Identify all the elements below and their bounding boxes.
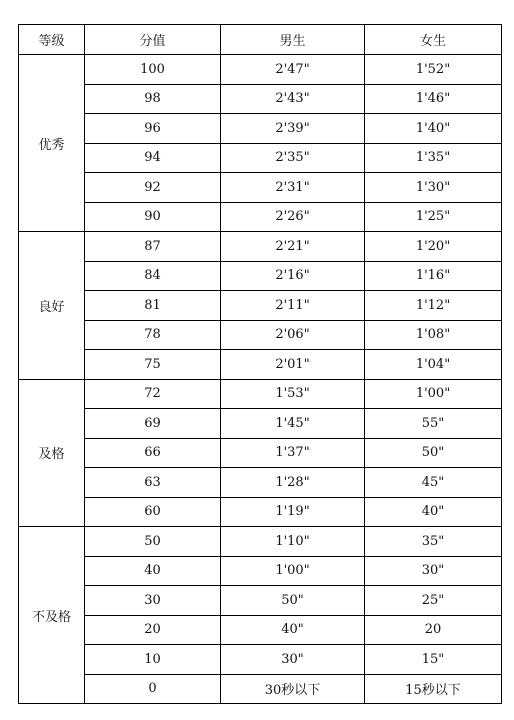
male-time-cell: 2'39" <box>221 114 365 144</box>
score-cell: 98 <box>85 84 221 114</box>
table-row <box>19 232 502 262</box>
female-time-cell: 15秒以下 <box>365 674 502 704</box>
table-row <box>19 674 502 704</box>
female-time-cell: 20 <box>365 615 502 645</box>
header-male: 男生 <box>221 25 365 55</box>
table-row <box>19 468 502 498</box>
grade-table <box>18 24 502 704</box>
male-time-cell: 2'16" <box>221 261 365 291</box>
table-row <box>19 497 502 527</box>
table-row <box>19 586 502 616</box>
header-score: 分值 <box>85 25 221 55</box>
score-cell: 84 <box>85 261 221 291</box>
female-time-cell: 1'08" <box>365 320 502 350</box>
female-time-cell: 1'35" <box>365 143 502 173</box>
female-time-cell: 1'46" <box>365 84 502 114</box>
male-time-cell: 50" <box>221 586 365 616</box>
female-time-cell: 30" <box>365 556 502 586</box>
score-cell: 50 <box>85 527 221 557</box>
table-body <box>19 55 502 704</box>
male-time-cell: 2'26" <box>221 202 365 232</box>
female-time-cell: 50" <box>365 438 502 468</box>
female-time-cell: 25" <box>365 586 502 616</box>
table-row <box>19 645 502 675</box>
score-cell: 63 <box>85 468 221 498</box>
female-time-cell: 55" <box>365 409 502 439</box>
score-cell: 100 <box>85 55 221 85</box>
table-row <box>19 320 502 350</box>
table-row <box>19 438 502 468</box>
score-cell: 72 <box>85 379 221 409</box>
score-cell: 92 <box>85 173 221 203</box>
score-cell: 90 <box>85 202 221 232</box>
female-time-cell: 1'12" <box>365 291 502 321</box>
male-time-cell: 1'37" <box>221 438 365 468</box>
male-time-cell: 2'06" <box>221 320 365 350</box>
male-time-cell: 30秒以下 <box>221 674 365 704</box>
header-row <box>19 25 502 55</box>
score-cell: 78 <box>85 320 221 350</box>
female-time-cell: 15" <box>365 645 502 675</box>
male-time-cell: 2'47" <box>221 55 365 85</box>
table-row <box>19 55 502 85</box>
table-row <box>19 84 502 114</box>
table-row <box>19 556 502 586</box>
male-time-cell: 2'11" <box>221 291 365 321</box>
female-time-cell: 1'20" <box>365 232 502 262</box>
male-time-cell: 1'28" <box>221 468 365 498</box>
female-time-cell: 1'40" <box>365 114 502 144</box>
score-cell: 40 <box>85 556 221 586</box>
score-cell: 94 <box>85 143 221 173</box>
score-cell: 87 <box>85 232 221 262</box>
table-row <box>19 143 502 173</box>
score-cell: 30 <box>85 586 221 616</box>
female-time-cell: 35" <box>365 527 502 557</box>
table-row <box>19 202 502 232</box>
male-time-cell: 2'43" <box>221 84 365 114</box>
grade-label: 良好 <box>19 232 85 380</box>
grade-label: 及格 <box>19 379 85 527</box>
female-time-cell: 1'00" <box>365 379 502 409</box>
grade-label: 不及格 <box>19 527 85 704</box>
score-cell: 75 <box>85 350 221 380</box>
female-time-cell: 45" <box>365 468 502 498</box>
table-row <box>19 409 502 439</box>
header-female: 女生 <box>365 25 502 55</box>
table-row <box>19 173 502 203</box>
female-time-cell: 40" <box>365 497 502 527</box>
male-time-cell: 2'35" <box>221 143 365 173</box>
table-row <box>19 291 502 321</box>
female-time-cell: 1'16" <box>365 261 502 291</box>
male-time-cell: 30" <box>221 645 365 675</box>
table-row <box>19 527 502 557</box>
female-time-cell: 1'04" <box>365 350 502 380</box>
table-row <box>19 114 502 144</box>
female-time-cell: 1'52" <box>365 55 502 85</box>
female-time-cell: 1'30" <box>365 173 502 203</box>
score-cell: 20 <box>85 615 221 645</box>
table-row <box>19 261 502 291</box>
score-cell: 96 <box>85 114 221 144</box>
score-cell: 0 <box>85 674 221 704</box>
score-cell: 69 <box>85 409 221 439</box>
score-cell: 66 <box>85 438 221 468</box>
score-cell: 10 <box>85 645 221 675</box>
male-time-cell: 2'01" <box>221 350 365 380</box>
header-grade: 等级 <box>19 25 85 55</box>
female-time-cell: 1'25" <box>365 202 502 232</box>
table-row <box>19 379 502 409</box>
score-cell: 81 <box>85 291 221 321</box>
male-time-cell: 1'00" <box>221 556 365 586</box>
male-time-cell: 2'21" <box>221 232 365 262</box>
male-time-cell: 1'10" <box>221 527 365 557</box>
male-time-cell: 1'53" <box>221 379 365 409</box>
table-row <box>19 350 502 380</box>
score-cell: 60 <box>85 497 221 527</box>
male-time-cell: 2'31" <box>221 173 365 203</box>
male-time-cell: 1'45" <box>221 409 365 439</box>
grade-label: 优秀 <box>19 55 85 232</box>
male-time-cell: 40" <box>221 615 365 645</box>
table-row <box>19 615 502 645</box>
male-time-cell: 1'19" <box>221 497 365 527</box>
